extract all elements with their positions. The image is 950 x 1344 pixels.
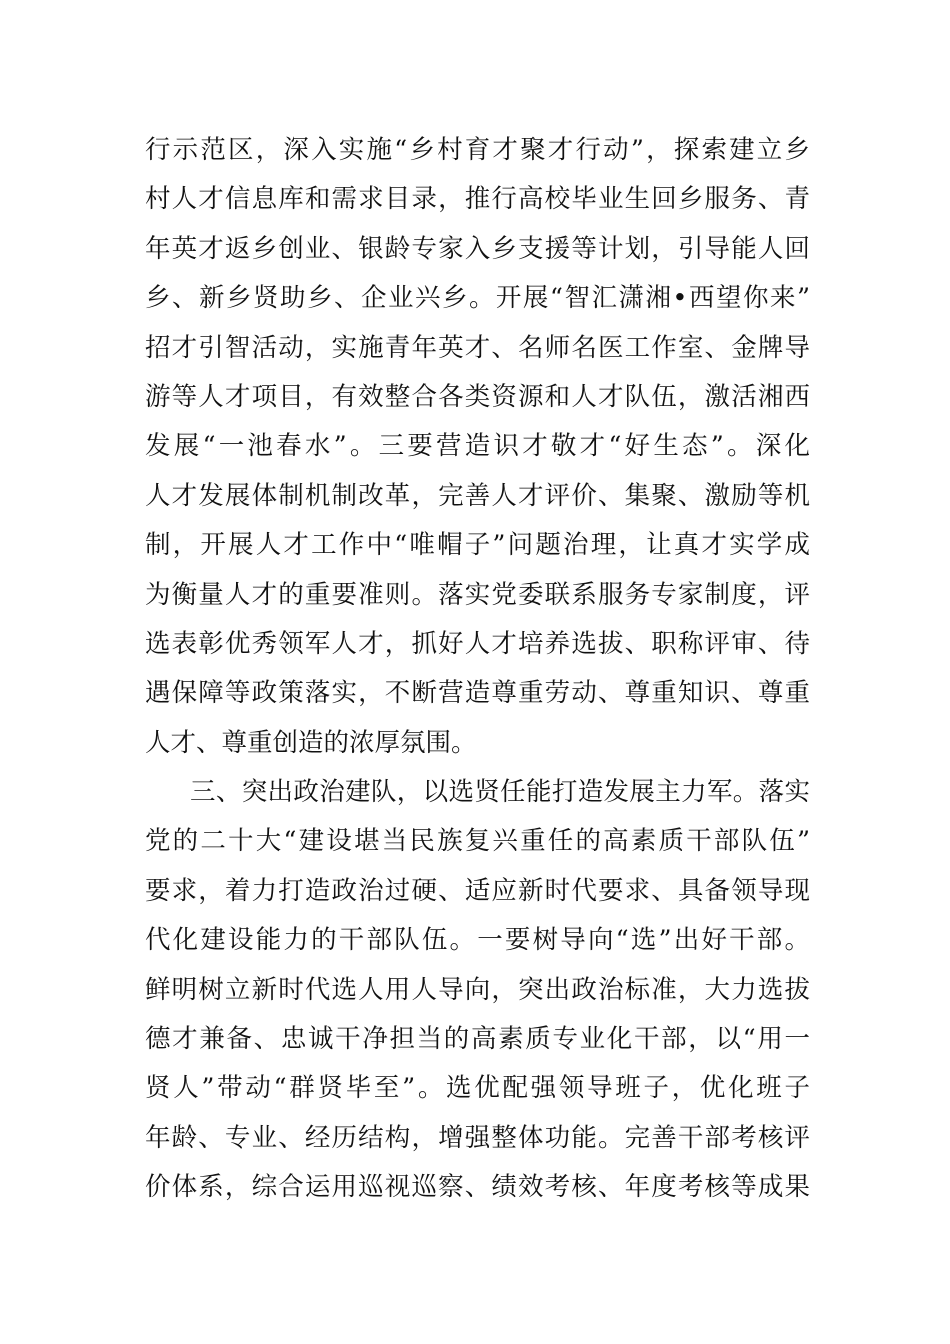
- text-line: 选表彰优秀领军人才，抓好人才培养选拔、职称评审、待: [145, 628, 810, 659]
- text-line: 年龄、专业、经历结构，增强整体功能。完善干部考核评: [145, 1122, 810, 1153]
- text-line: 游等人才项目，有效整合各类资源和人才队伍，激活湘西: [145, 381, 810, 412]
- text-line: 价体系，综合运用巡视巡察、绩效考核、年度考核等成果: [145, 1172, 810, 1203]
- text-line: 遇保障等政策落实，不断营造尊重劳动、尊重知识、尊重: [145, 678, 810, 709]
- text-line: 德才兼备、忠诚干净担当的高素质专业化干部，以“用一: [145, 1024, 810, 1055]
- text-line: 乡、新乡贤助乡、企业兴乡。开展“智汇潇湘•西望你来”: [145, 283, 810, 314]
- text-line: 行示范区，深入实施“乡村育才聚才行动”，探索建立乡: [145, 135, 810, 165]
- text-line: 为衡量人才的重要准则。落实党委联系服务专家制度，评: [145, 579, 810, 610]
- section-heading-line: 三、突出政治建队，以选贤任能打造发展主力军。落实: [190, 777, 810, 808]
- text-line: 招才引智活动，实施青年英才、名师名医工作室、金牌导: [145, 332, 810, 363]
- text-line: 代化建设能力的干部队伍。一要树导向“选”出好干部。: [145, 925, 810, 956]
- text-line: 村人才信息库和需求目录，推行高校毕业生回乡服务、青: [145, 184, 810, 215]
- text-line: 人才发展体制机制改革，完善人才评价、集聚、激励等机: [145, 480, 810, 511]
- paragraph-end-line: 人才、尊重创造的浓厚氛围。: [145, 727, 477, 758]
- text-line: 年英才返乡创业、银龄专家入乡支援等计划，引导能人回: [145, 233, 810, 264]
- text-line: 发展“一池春水”。三要营造识才敬才“好生态”。深化: [145, 431, 810, 462]
- text-line: 鲜明树立新时代选人用人导向，突出政治标准，大力选拔: [145, 974, 810, 1005]
- text-line: 制，开展人才工作中“唯帽子”问题治理，让真才实学成: [145, 530, 810, 561]
- text-line: 要求，着力打造政治过硬、适应新时代要求、具备领导现: [145, 875, 810, 906]
- text-line: 贤人”带动“群贤毕至”。选优配强领导班子，优化班子: [145, 1073, 810, 1104]
- text-line: 党的二十大“建设堪当民族复兴重任的高素质干部队伍”: [145, 826, 810, 857]
- body-text: [145, 126, 810, 1213]
